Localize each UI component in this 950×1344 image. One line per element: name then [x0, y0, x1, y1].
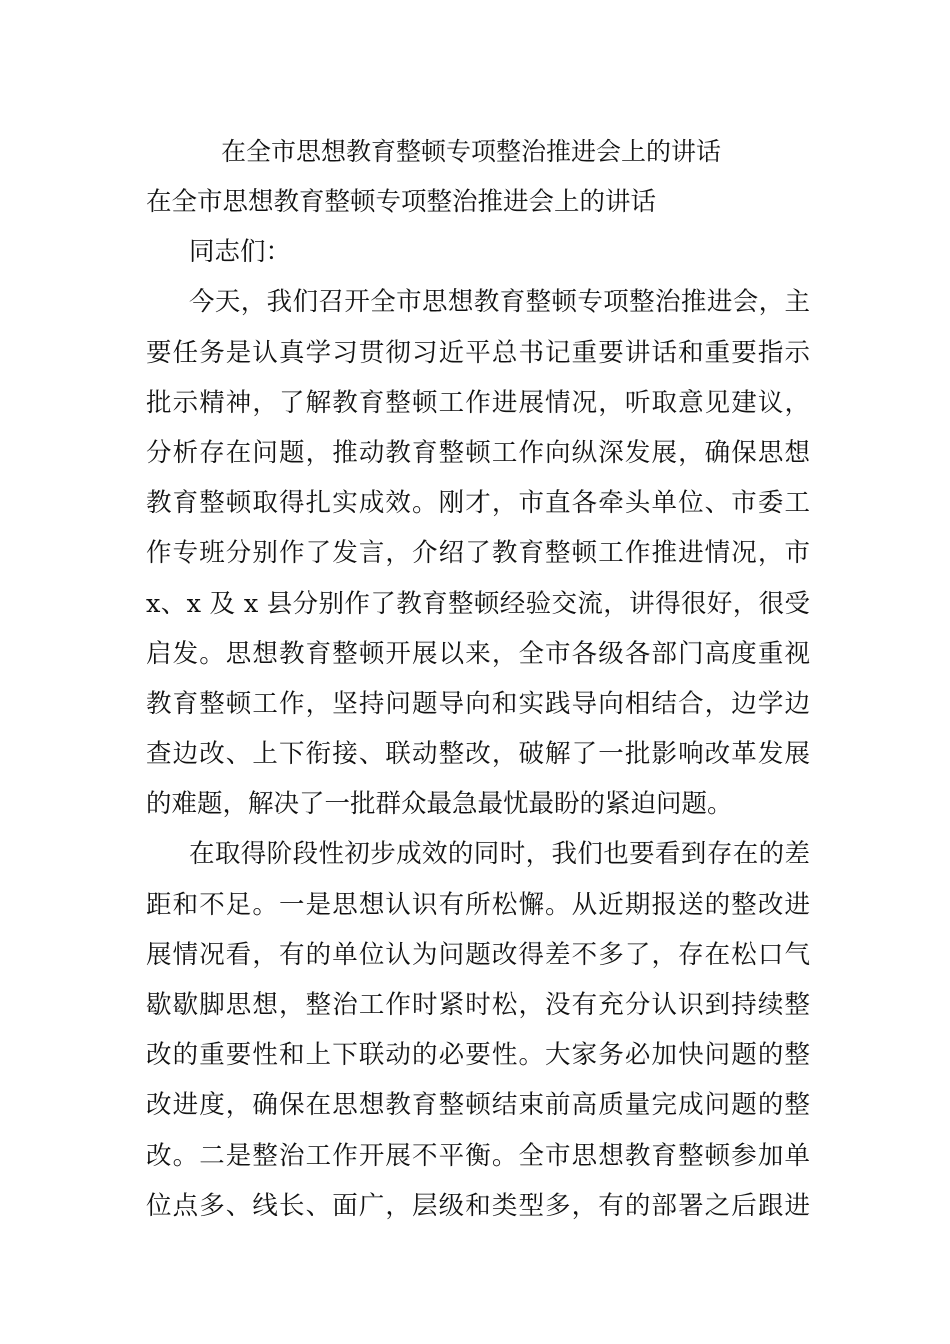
paragraph-line: 改进度，确保在思想教育整顿结束前高质量完成问题的整	[146, 1090, 810, 1121]
paragraph-line: 查边改、上下衔接、联动整改，破解了一批影响改革发展	[146, 739, 810, 770]
document-body	[146, 183, 810, 1237]
paragraph-line: 批示精神，了解教育整顿工作进展情况，听取意见建议，	[146, 387, 810, 418]
paragraph-line: 位点多、线长、面广，层级和类型多，有的部署之后跟进	[146, 1190, 810, 1221]
paragraph-line: 改。二是整治工作开展不平衡。全市思想教育整顿参加单	[146, 1140, 810, 1171]
paragraph-line: 距和不足。一是思想认识有所松懈。从近期报送的整改进	[146, 889, 810, 920]
paragraph-line: 分析存在问题，推动教育整顿工作向纵深发展，确保思想	[146, 437, 810, 468]
paragraph-line: 今天，我们召开全市思想教育整顿专项整治推进会，主	[189, 287, 810, 318]
salutation-line: 同志们：	[189, 237, 292, 268]
paragraph-line: 歇歇脚思想，整治工作时紧时松，没有充分认识到持续整	[146, 990, 810, 1020]
subtitle-line: 在全市思想教育整顿专项整治推进会上的讲话	[146, 187, 657, 217]
paragraph-line: 教育整顿工作，坚持问题导向和实践导向相结合，边学边	[146, 688, 810, 719]
document-title: 在全市思想教育整顿专项整治推进会上的讲话	[221, 137, 722, 166]
paragraph-line: 要任务是认真学习贯彻习近平总书记重要讲话和重要指示	[146, 337, 810, 368]
paragraph-line: 启发。思想教育整顿开展以来，全市各级各部门高度重视	[146, 638, 810, 669]
paragraph-line: 的难题，解决了一批群众最急最忧最盼的紧迫问题。	[146, 789, 733, 820]
paragraph-line: 作专班分别作了发言，介绍了教育整顿工作推进情况，市	[146, 538, 810, 569]
paragraph-line: x、x 及 x 县分别作了教育整顿经验交流，讲得很好，很受	[146, 588, 810, 619]
paragraph-line: 改的重要性和上下联动的必要性。大家务必加快问题的整	[146, 1040, 810, 1071]
paragraph-line: 在取得阶段性初步成效的同时，我们也要看到存在的差	[189, 839, 810, 870]
paragraph-line: 教育整顿取得扎实成效。刚才，市直各牵头单位、市委工	[146, 488, 810, 519]
paragraph-line: 展情况看，有的单位认为问题改得差不多了，存在松口气	[146, 939, 810, 970]
